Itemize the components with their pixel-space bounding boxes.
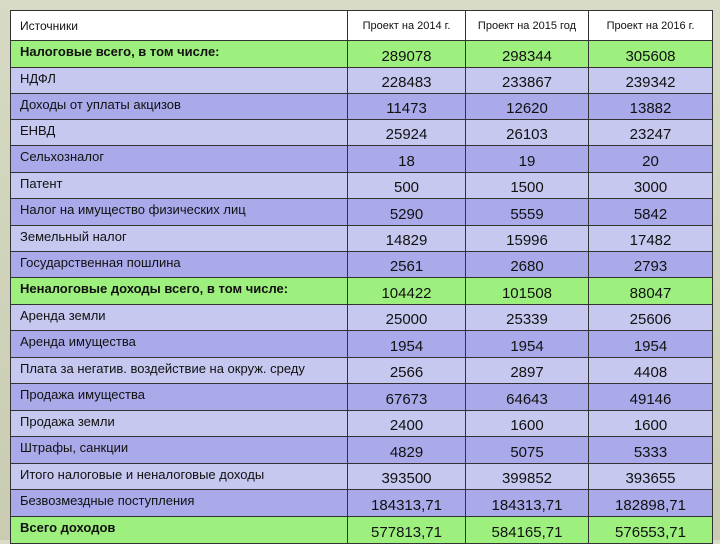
value-2016: 88047: [589, 278, 713, 305]
value-2016: 23247: [589, 120, 713, 146]
value-2016: 239342: [589, 68, 713, 94]
value-2015: 399852: [466, 464, 589, 490]
value-2015: 2897: [466, 358, 589, 384]
value-2016: 4408: [589, 358, 713, 384]
row-label: Итого налоговые и неналоговые доходы: [11, 464, 348, 490]
value-2016: 576553,71: [589, 517, 713, 544]
value-2014: 577813,71: [348, 517, 466, 544]
value-2014: 393500: [348, 464, 466, 490]
value-2015: 298344: [466, 41, 589, 68]
value-2016: 20: [589, 146, 713, 173]
value-2015: 26103: [466, 120, 589, 146]
value-2015: 12620: [466, 94, 589, 120]
value-2016: 3000: [589, 173, 713, 199]
table-row: [11, 252, 713, 278]
row-label: Безвозмездные поступления: [11, 490, 348, 517]
table-header-row: [11, 11, 713, 41]
row-label: Всего доходов: [11, 517, 348, 544]
row-label: НДФЛ: [11, 68, 348, 94]
value-2016: 393655: [589, 464, 713, 490]
header-2015: Проект на 2015 год: [466, 11, 589, 41]
value-2014: 2400: [348, 411, 466, 437]
table-row: [11, 173, 713, 199]
row-label: ЕНВД: [11, 120, 348, 146]
value-2015: 15996: [466, 226, 589, 252]
value-2016: 5333: [589, 437, 713, 464]
value-2014: 228483: [348, 68, 466, 94]
value-2015: 19: [466, 146, 589, 173]
table-row: [11, 384, 713, 411]
table-row: [11, 358, 713, 384]
value-2014: 2561: [348, 252, 466, 278]
revenue-table: [10, 10, 713, 544]
header-sources: Источники: [11, 11, 348, 41]
row-label: Патент: [11, 173, 348, 199]
value-2015: 25339: [466, 305, 589, 331]
value-2015: 2680: [466, 252, 589, 278]
row-label: Аренда земли: [11, 305, 348, 331]
value-2014: 25000: [348, 305, 466, 331]
value-2016: 182898,71: [589, 490, 713, 517]
value-2014: 18: [348, 146, 466, 173]
table-row: [11, 517, 713, 544]
value-2014: 14829: [348, 226, 466, 252]
value-2016: 2793: [589, 252, 713, 278]
table-row: [11, 146, 713, 173]
table-row: [11, 490, 713, 517]
value-2014: 184313,71: [348, 490, 466, 517]
value-2016: 5842: [589, 199, 713, 226]
row-label: Аренда имущества: [11, 331, 348, 358]
table-row: [11, 411, 713, 437]
row-label: Плата за негатив. воздействие на окруж. среду: [11, 358, 348, 384]
value-2014: 500: [348, 173, 466, 199]
value-2014: 104422: [348, 278, 466, 305]
value-2014: 67673: [348, 384, 466, 411]
value-2015: 1600: [466, 411, 589, 437]
header-2016: Проект на 2016 г.: [589, 11, 713, 41]
row-label: Налог на имущество физических лиц: [11, 199, 348, 226]
value-2016: 49146: [589, 384, 713, 411]
value-2015: 64643: [466, 384, 589, 411]
table-row: [11, 68, 713, 94]
row-label: Продажа земли: [11, 411, 348, 437]
value-2014: 2566: [348, 358, 466, 384]
value-2016: 1954: [589, 331, 713, 358]
value-2015: 101508: [466, 278, 589, 305]
table-row: [11, 94, 713, 120]
value-2016: 1600: [589, 411, 713, 437]
value-2015: 584165,71: [466, 517, 589, 544]
table-row: [11, 120, 713, 146]
value-2015: 5075: [466, 437, 589, 464]
value-2014: 4829: [348, 437, 466, 464]
table-row: [11, 437, 713, 464]
row-label: Налоговые всего, в том числе:: [11, 41, 348, 68]
row-label: Земельный налог: [11, 226, 348, 252]
row-label: Продажа имущества: [11, 384, 348, 411]
value-2015: 233867: [466, 68, 589, 94]
table-row: [11, 226, 713, 252]
table-row: [11, 331, 713, 358]
row-label: Неналоговые доходы всего, в том числе:: [11, 278, 348, 305]
table-row: [11, 278, 713, 305]
value-2014: 5290: [348, 199, 466, 226]
table-row: [11, 305, 713, 331]
row-label: Сельхозналог: [11, 146, 348, 173]
value-2014: 1954: [348, 331, 466, 358]
value-2016: 305608: [589, 41, 713, 68]
value-2015: 5559: [466, 199, 589, 226]
table-row: [11, 199, 713, 226]
value-2014: 25924: [348, 120, 466, 146]
row-label: Доходы от уплаты акцизов: [11, 94, 348, 120]
row-label: Штрафы, санкции: [11, 437, 348, 464]
value-2016: 17482: [589, 226, 713, 252]
row-label: Государственная пошлина: [11, 252, 348, 278]
value-2014: 11473: [348, 94, 466, 120]
table-row: [11, 464, 713, 490]
header-2014: Проект на 2014 г.: [348, 11, 466, 41]
value-2015: 1954: [466, 331, 589, 358]
value-2016: 13882: [589, 94, 713, 120]
table-row: [11, 41, 713, 68]
value-2014: 289078: [348, 41, 466, 68]
value-2015: 1500: [466, 173, 589, 199]
value-2016: 25606: [589, 305, 713, 331]
value-2015: 184313,71: [466, 490, 589, 517]
